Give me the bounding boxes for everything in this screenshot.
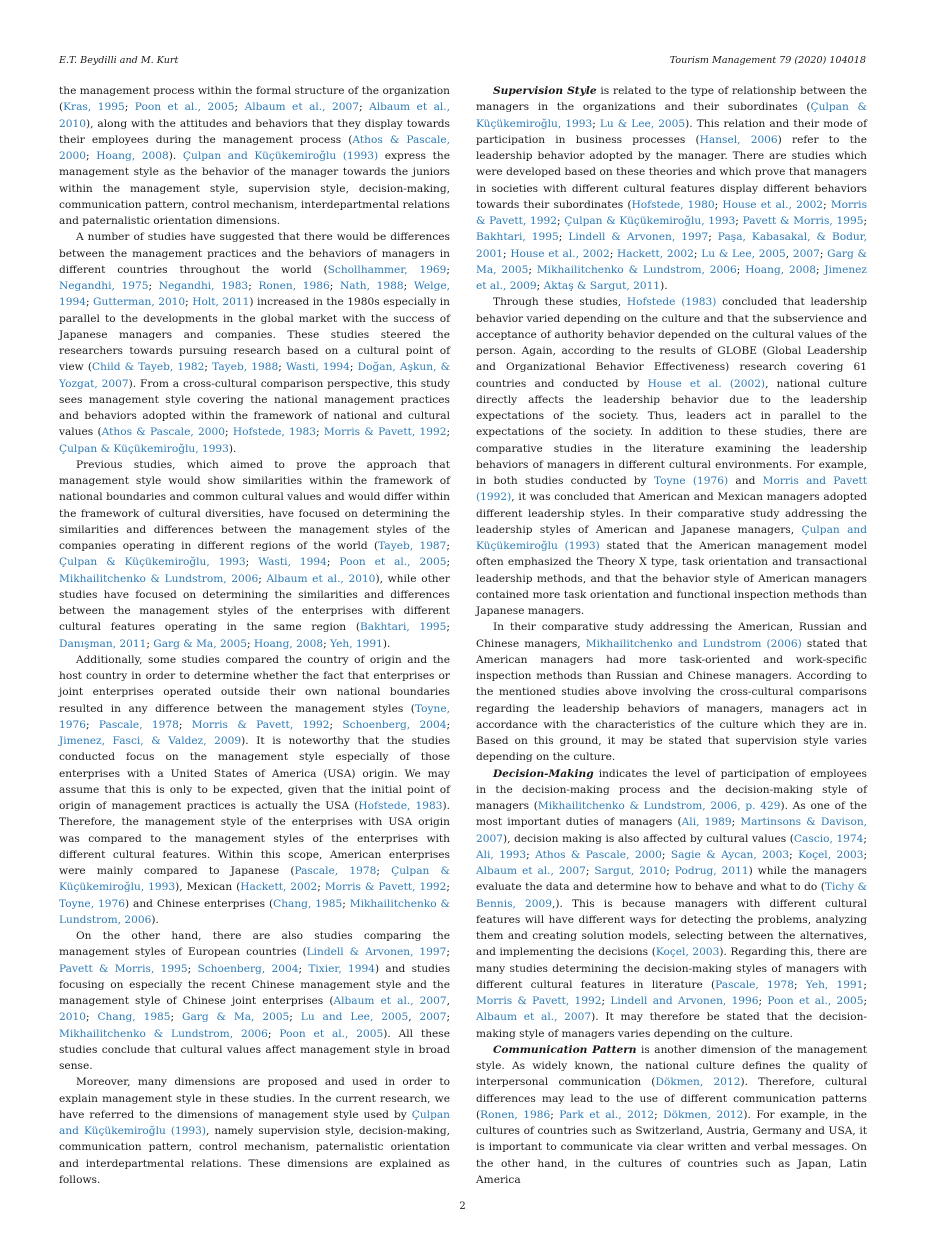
citation-link[interactable]: Poon et al., 2005 — [134, 101, 235, 114]
citation-link[interactable]: Tichy & Bennis, 2009 — [476, 881, 867, 910]
citation-link[interactable]: Mikhailitchenko & Lundstrom, 2006 — [536, 263, 737, 276]
citation-link[interactable]: 2007 — [792, 247, 820, 260]
citation-link[interactable]: Çulpan & Küçükemiroğlu, 1993 — [59, 556, 246, 569]
citation-link[interactable]: Yeh, 1991 — [330, 637, 383, 650]
citation-link[interactable]: Lu & Lee, 2005 — [701, 247, 786, 260]
citation-link[interactable]: Schoenberg, 2004 — [197, 962, 299, 975]
citation-link[interactable]: Martinsons & Davison, 2007 — [476, 816, 868, 845]
citation-link[interactable]: Çulpan & Küçükemiroğlu, 1993 — [476, 101, 867, 130]
citation-link[interactable]: Albaum et al., 2007 — [476, 1011, 592, 1024]
citation-link[interactable]: Hackett, 2002 — [617, 247, 694, 260]
citation-link[interactable]: Poon et al., 2005 — [767, 995, 864, 1007]
citation-link[interactable]: Kras, 1995 — [63, 101, 125, 114]
paragraph-supervision-style: Supervision Style is related to the type of relationship between the managers in the organizations and their subordinates (Çulpan & Küçükemiroğlu, 1993; Lu & Lee, 2005). This relation and their mode of participation in business processes (Hansel, 2006) refer to the leadership behavior adopted by the manager. There are studies which were developed based on these theories and which prove that managers in societies with different cultural features display different behaviors towards their subordinates (Hofstede, 1980; House et al., 2002; Morris & Pavett, 1992; Çulpan & Küçükemiroğlu, 1993; Pavett & Morris, 1995; Bakhtari, 1995; Lindell & Arvonen, 1997; Paşa, Kabasakal, & Bodur, 2001; House et al., 2002; Hackett, 2002; Lu & Lee, 2005, 2007; Garg & Ma, 2005; Mikhailitchenko & Lundstrom, 2006; Hoang, 2008; Jimenez et al., 2009; Aktaş & Sargut, 2011). — [476, 85, 868, 292]
citation-link[interactable]: Pascale, 1978 — [715, 978, 794, 991]
paragraph: Previous studies, which aimed to prove the approach that management style would show similarities within the framework of national boundaries and common cultural values and would differ within the framework of cultural diversities, have focused on determining the similarities and differences between the management styles of the companies operating in different regions of the world (Tayeb, 1987; Çulpan & Küçükemiroğlu, 1993; Wasti, 1994; Poon et al., 2005; Mikhailitchenko & Lundstrom, 2006; Albaum et al., 2010), while other studies have focused on determining the similarities and differences between the management styles of the enterprises with different cultural features operating in the same region (Bakhtari, 1995; Danışman, 2011; Garg & Ma, 2005; Hoang, 2008; Yeh, 1991). — [59, 458, 451, 650]
citation-link[interactable]: Çulpan and Küçükemiroğlu (1993) — [476, 523, 867, 552]
citation-link[interactable]: Albaum et al., 2007 — [476, 865, 586, 877]
citation-link[interactable]: Poon et al., 2005 — [339, 556, 447, 569]
citation-link[interactable]: Toyne, 1976 — [59, 897, 125, 910]
citation-link[interactable]: Pascale, 1978 — [294, 865, 377, 877]
citation-link[interactable]: Wasti, 1994 — [258, 556, 327, 569]
citation-link[interactable]: Danışman, 2011 — [59, 637, 147, 650]
citation-link[interactable]: Toyne, 1976 — [59, 702, 450, 731]
citation-link[interactable]: Ronen, 1986 — [480, 1108, 551, 1121]
citation-link[interactable]: Lu and Lee, 2005 — [300, 1011, 409, 1024]
citation-link[interactable]: Sagie & Aycan, 2003 — [670, 848, 790, 861]
citation-link[interactable]: Mikhailitchenko & Lundstrom, 2006 — [59, 897, 450, 926]
citation-link[interactable]: Morris & Pavett, 1992 — [476, 198, 868, 227]
citation-link[interactable]: Cascio, 1974 — [793, 832, 864, 845]
citation-link[interactable]: Hofstede, 1983 — [358, 800, 443, 812]
citation-link[interactable]: Tayeb, 1987 — [378, 540, 447, 552]
citation-link[interactable]: Tayeb, 1988 — [212, 361, 279, 374]
paragraph: the management process within the formal structure of the organization (Kras, 1995; Poon et al., 2005; Albaum et al., 2007; Albaum et al., 2010), along with the attitudes and behaviors that they display towards their employees during the management process (Athos & Pascale, 2000; Hoang, 2008). Çulpan and Küçükemiroğlu (1993) express the management style as the behavior of the manager towards the juniors within the management style, supervision style, decision-making, communication pattern, control mechanism, interdepartmental relations and paternalistic orientation dimensions. — [59, 85, 451, 227]
citation-link[interactable]: Garg & Ma, 2005 — [182, 1011, 290, 1024]
citation-link[interactable]: Koçel, 2003 — [655, 946, 720, 959]
citation-link[interactable]: 2010 — [59, 1011, 86, 1024]
citation-link[interactable]: Hofstede, 1983 — [232, 426, 317, 439]
citation-link[interactable]: Poon et al., 2005 — [279, 1027, 384, 1040]
left-column — [59, 83, 451, 1186]
citation-link[interactable]: Aktaş & Sargut, 2011 — [543, 280, 661, 292]
paragraph: A number of studies have suggested that there would be differences between the management practices and the behaviors of managers in different countries throughout the world (Schollhammer, 1969; Negandhi, 1975; Negandhi, 1983; Ronen, 1986; Nath, 1988; Welge, 1994; Gutterman, 2010; Holt, 2011) increased in the 1980s especially in parallel to the developments in the global market with the success of Japanese managers and companies. These studies steered the researchers towards pursuing research based on a cultural point of view (Child & Tayeb, 1982; Tayeb, 1988; Wasti, 1994; Doğan, Aşkun, & Yozgat, 2007). From a cross-cultural comparison perspective, this study sees management style covering the national management practices and behaviors adopted within the framework of national and cultural values (Athos & Pascale, 2000; Hofstede, 1983; Morris & Pavett, 1992; Çulpan & Küçükemiroğlu, 1993). — [59, 231, 451, 455]
paragraph-communication-pattern: Communication Pattern is another dimension of the management style. As widely known, the national culture defines the quality of interpersonal communication (Dökmen, 2012). Therefore, cultural differences may lead to the use of different communication patterns (Ronen, 1986; Park et al., 2012; Dökmen, 2012). For example, in the cultures of countries such as Switzerland, Austria, Germany and USA, it is important to communicate via clear written and verbal messages. On the other hand, in the cultures of countries such as Japan, Latin America — [476, 1043, 868, 1186]
citation-link[interactable]: Hofstede, 1980 — [631, 198, 715, 211]
citation-link[interactable]: Garg & Ma, 2005 — [476, 247, 867, 276]
citation-link[interactable]: Lindell & Arvonen, 1997 — [568, 231, 709, 244]
citation-link[interactable]: Mikhailitchenko and Lundstrom (2006) — [585, 637, 802, 650]
citation-link[interactable]: Doğan, Aşkun, & Yozgat, 2007 — [59, 361, 451, 390]
citation-link[interactable]: Hackett, 2002 — [240, 881, 318, 894]
citation-link[interactable]: Çulpan & Küçükemiroğlu, 1993 — [564, 215, 736, 227]
citation-link[interactable]: Bakhtari, 1995 — [359, 621, 447, 634]
paragraph: On the other hand, there are also studies comparing the management styles of European countries (Lindell & Arvonen, 1997; Pavett & Morris, 1995; Schoenberg, 2004; Tixier, 1994) and studies focusing on especially the recent Chinese management style and the management style of Chinese joint enterprises (Albaum et al., 2007, 2010; Chang, 1985; Garg & Ma, 2005; Lu and Lee, 2005, 2007; Mikhailitchenko & Lundstrom, 2006; Poon et al., 2005). All these studies conclude that cultural values affect management style in broad sense. — [59, 930, 451, 1072]
citation-link[interactable]: Ronen, 1986 — [258, 280, 330, 292]
citation-link[interactable]: Mikhailitchenko & Lundstrom, 2006 — [59, 1027, 268, 1040]
citation-link[interactable]: Jimenez, Fasci, & Valdez, 2009 — [59, 735, 242, 747]
citation-link[interactable]: Podrug, 2011 — [674, 865, 749, 877]
citation-link[interactable]: Albaum et al., 2007 — [333, 995, 447, 1007]
citation-link[interactable]: Hofstede (1983) — [626, 296, 717, 309]
citation-link[interactable]: Garg & Ma, 2005 — [153, 637, 247, 650]
citation-link[interactable]: Albaum et al., 2010 — [266, 572, 376, 585]
citation-link[interactable]: Negandhi, 1983 — [158, 280, 249, 292]
citation-link[interactable]: Schollhammer, 1969 — [327, 263, 447, 276]
citation-link[interactable]: Gutterman, 2010 — [93, 296, 186, 309]
citation-link[interactable]: Jimenez et al., 2009 — [476, 263, 868, 292]
citation-link[interactable]: Morris and Pavett (1992) — [476, 475, 868, 504]
citation-link[interactable]: Hoang, 2008 — [96, 150, 169, 162]
citation-link[interactable]: Albaum et al., 2007 — [244, 101, 359, 114]
paragraph: Additionally, some studies compared the country of origin and the host country in order to determine whether the fact that enterprises or joint enterprises operated outside their own national boundaries resulted in any difference between the management styles (Toyne, 1976; Pascale, 1978; Morris & Pavett, 1992; Schoenberg, 2004; Jimenez, Fasci, & Valdez, 2009). It is noteworthy that the studies conducted focus on the management style especially of those enterprises with a United States of America (USA) origin. We may assume that this is only to be expected, given that the initial point of origin of management practices is actually the USA (Hofstede, 1983). Therefore, the management style of the enterprises with USA origin was compared to the management styles of the enterprises with different cultural features. Within this scope, American enterprises were mainly compared to Japanese (Pascale, 1978; Çulpan & Küçükemiroğlu, 1993), Mexican (Hackett, 2002; Morris & Pavett, 1992; Toyne, 1976) and Chinese enterprises (Chang, 1985; Mikhailitchenko & Lundstrom, 2006). — [59, 653, 451, 926]
citation-link[interactable]: Hoang, 2008 — [745, 263, 816, 276]
citation-link[interactable]: Child & Tayeb, 1982 — [92, 361, 205, 374]
citation-link[interactable]: Toyne (1976) — [653, 475, 729, 487]
citation-link[interactable]: House et al. (2002) — [647, 377, 766, 390]
citation-link[interactable]: Lindell and Arvonen, 1996 — [610, 995, 759, 1007]
citation-link[interactable]: Yeh, 1991 — [805, 978, 864, 991]
citation-link[interactable]: Lindell & Arvonen, 1997 — [306, 946, 447, 959]
citation-link[interactable]: Schoenberg, 2004 — [342, 718, 447, 731]
citation-link[interactable]: Ali, 1989 — [681, 816, 732, 829]
citation-link[interactable]: Lu & Lee, 2005 — [599, 117, 686, 130]
section-heading: Communication Pattern — [493, 1043, 637, 1056]
citation-link[interactable]: Pascale, 1978 — [98, 718, 179, 731]
citation-link[interactable]: Chang, 1985 — [97, 1011, 171, 1024]
citation-link[interactable]: Morris & Pavett, 1992 — [323, 426, 447, 439]
citation-link[interactable]: Chang, 1985 — [273, 897, 343, 910]
section-heading: Decision-Making — [493, 767, 594, 780]
paragraph-decision-making: Decision-Making indicates the level of participation of employees in the decision-making process and the decision-making style of managers (Mikhailitchenko & Lundstrom, 2006, p. 429). As one of the most important duties of managers (Ali, 1989; Martinsons & Davison, 2007), decision making is also affected by cultural values (Cascio, 1974; Ali, 1993; Athos & Pascale, 2000; Sagie & Aycan, 2003; Koçel, 2003; Albaum et al., 2007; Sargut, 2010; Podrug, 2011) while the managers evaluate the data and determine how to behave and what to do (Tichy & Bennis, 2009,). This is because managers with different cultural features will have different ways for detecting the problems, analyzing them and creating solution models, selecting between the alternatives, and implementing the decisions (Koçel, 2003). Regarding this, there are many studies determining the decision-making styles of managers with different cultural features in literature (Pascale, 1978; Yeh, 1991; Morris & Pavett, 1992; Lindell and Arvonen, 1996; Poon et al., 2005; Albaum et al., 2007). It may therefore be stated that the decision-making style of managers varies depending on the culture. — [476, 767, 868, 1040]
citation-link[interactable]: Sargut, 2010 — [594, 865, 667, 877]
citation-link[interactable]: Paşa, Kabasakal, & Bodur, 2001 — [476, 231, 867, 260]
citation-link[interactable]: Dökmen, 2012 — [663, 1108, 744, 1121]
citation-link[interactable]: House et al., 2002 — [510, 247, 610, 260]
citation-link[interactable]: Pavett & Morris, 1995 — [742, 215, 864, 227]
citation-link[interactable]: Çulpan & Küçükemiroğlu, 1993 — [59, 442, 229, 455]
paragraph: Through these studies, Hofstede (1983) concluded that leadership behavior varied depending on the culture and that the subservience and acceptance of authority behavior depended on the cultural values of the person. Again, according to the results of GLOBE (Global Leadership and Organizational Behavior Effectiveness) research covering 61 countries and conducted by House et al. (2002), national culture directly affects the leadership behavior due to the leadership expectations of the society. Thus, leaders act in parallel to the expectations of the society. In addition to these studies, there are comparative studies in the literature examining the leadership behaviors of managers in different cultural environments. For example, in both studies conducted by Toyne (1976) and Morris and Pavett (1992), it was concluded that American and Mexican managers adopted different leadership styles. In their comparative study addressing the leadership styles of American and Japanese managers, Çulpan and Küçükemiroğlu (1993) stated that the American management model often emphasized the Theory X type, task orientation and transactional leadership methods, and that the behavior style of American managers contained more task orientation and functional inspection methods than Japanese managers. — [476, 296, 868, 617]
citation-link[interactable]: Albaum et al., 2010 — [59, 101, 451, 130]
citation-link[interactable]: Bakhtari, 1995 — [476, 231, 559, 244]
citation-link[interactable]: Morris & Pavett, 1992 — [476, 995, 602, 1007]
citation-link[interactable]: Çulpan and Küçükemiroğlu (1993) — [59, 1108, 450, 1137]
running-header-authors: E.T. Beydilli and M. Kurt — [59, 55, 179, 66]
citation-link[interactable]: Koçel, 2003 — [798, 848, 864, 861]
citation-link[interactable]: Athos & Pascale, 2000 — [59, 133, 451, 162]
citation-link[interactable]: Morris & Pavett, 1992 — [191, 718, 330, 731]
right-column — [476, 83, 868, 1186]
citation-link[interactable]: Hansel, 2006 — [699, 133, 778, 146]
running-header-journal: Tourism Management 79 (2020) 104018 — [669, 55, 866, 66]
page-number: 2 — [459, 1201, 466, 1212]
citation-link[interactable]: Hoang, 2008 — [253, 637, 324, 650]
citation-link[interactable]: Park et al., 2012 — [559, 1108, 655, 1121]
citation-link[interactable]: Çulpan and Küçükemiroğlu (1993) — [182, 150, 379, 162]
section-heading: Supervision Style — [493, 85, 597, 97]
citation-link[interactable]: Athos & Pascale, 2000 — [101, 426, 225, 439]
citation-link[interactable]: Morris & Pavett, 1992 — [324, 881, 447, 894]
citation-link[interactable]: Mikhailitchenko & Lundstrom, 2006 — [59, 572, 259, 585]
citation-link[interactable]: Wasti, 1994 — [285, 361, 350, 374]
citation-link[interactable]: Tixier, 1994 — [308, 962, 375, 975]
citation-link[interactable]: Ali, 1993 — [476, 848, 527, 861]
citation-link[interactable]: House et al., 2002 — [722, 198, 824, 211]
paragraph: In their comparative study addressing the American, Russian and Chinese managers, Mikhailitchenko and Lundstrom (2006) stated that American managers had more task-oriented and work-specific inspection methods than Russian and Chinese managers. According to the mentioned studies above involving the cross-cultural comparisons regarding the leadership behaviors of managers, managers act in accordance with the characteristics of the culture which they are in. Based on this ground, it may be stated that supervision style varies depending on the culture. — [476, 621, 867, 764]
citation-link[interactable]: Holt, 2011 — [192, 296, 250, 309]
citation-link[interactable]: Mikhailitchenko & Lundstrom, 2006, p. 429 — [537, 800, 781, 812]
citation-link[interactable]: Welge, 1994 — [59, 280, 450, 309]
citation-link[interactable]: Negandhi, 1975 — [59, 280, 149, 292]
citation-link[interactable]: Çulpan & Küçükemiroğlu, 1993 — [59, 865, 450, 894]
citation-link[interactable]: 2007 — [419, 1011, 447, 1024]
paragraph: Moreover, many dimensions are proposed and used in order to explain management style in these studies. In the current research, we have referred to the dimensions of management style used by Çulpan and Küçükemiroğlu (1993), namely supervision style, decision-making, communication pattern, control mechanism, paternalistic orientation and interdepartmental relations. These dimensions are explained as follows. — [59, 1076, 450, 1186]
citation-link[interactable]: Dökmen, 2012 — [655, 1076, 741, 1089]
citation-link[interactable]: Athos & Pascale, 2000 — [535, 848, 662, 861]
citation-link[interactable]: Pavett & Morris, 1995 — [59, 962, 188, 975]
citation-link[interactable]: Nath, 1988 — [339, 280, 404, 292]
